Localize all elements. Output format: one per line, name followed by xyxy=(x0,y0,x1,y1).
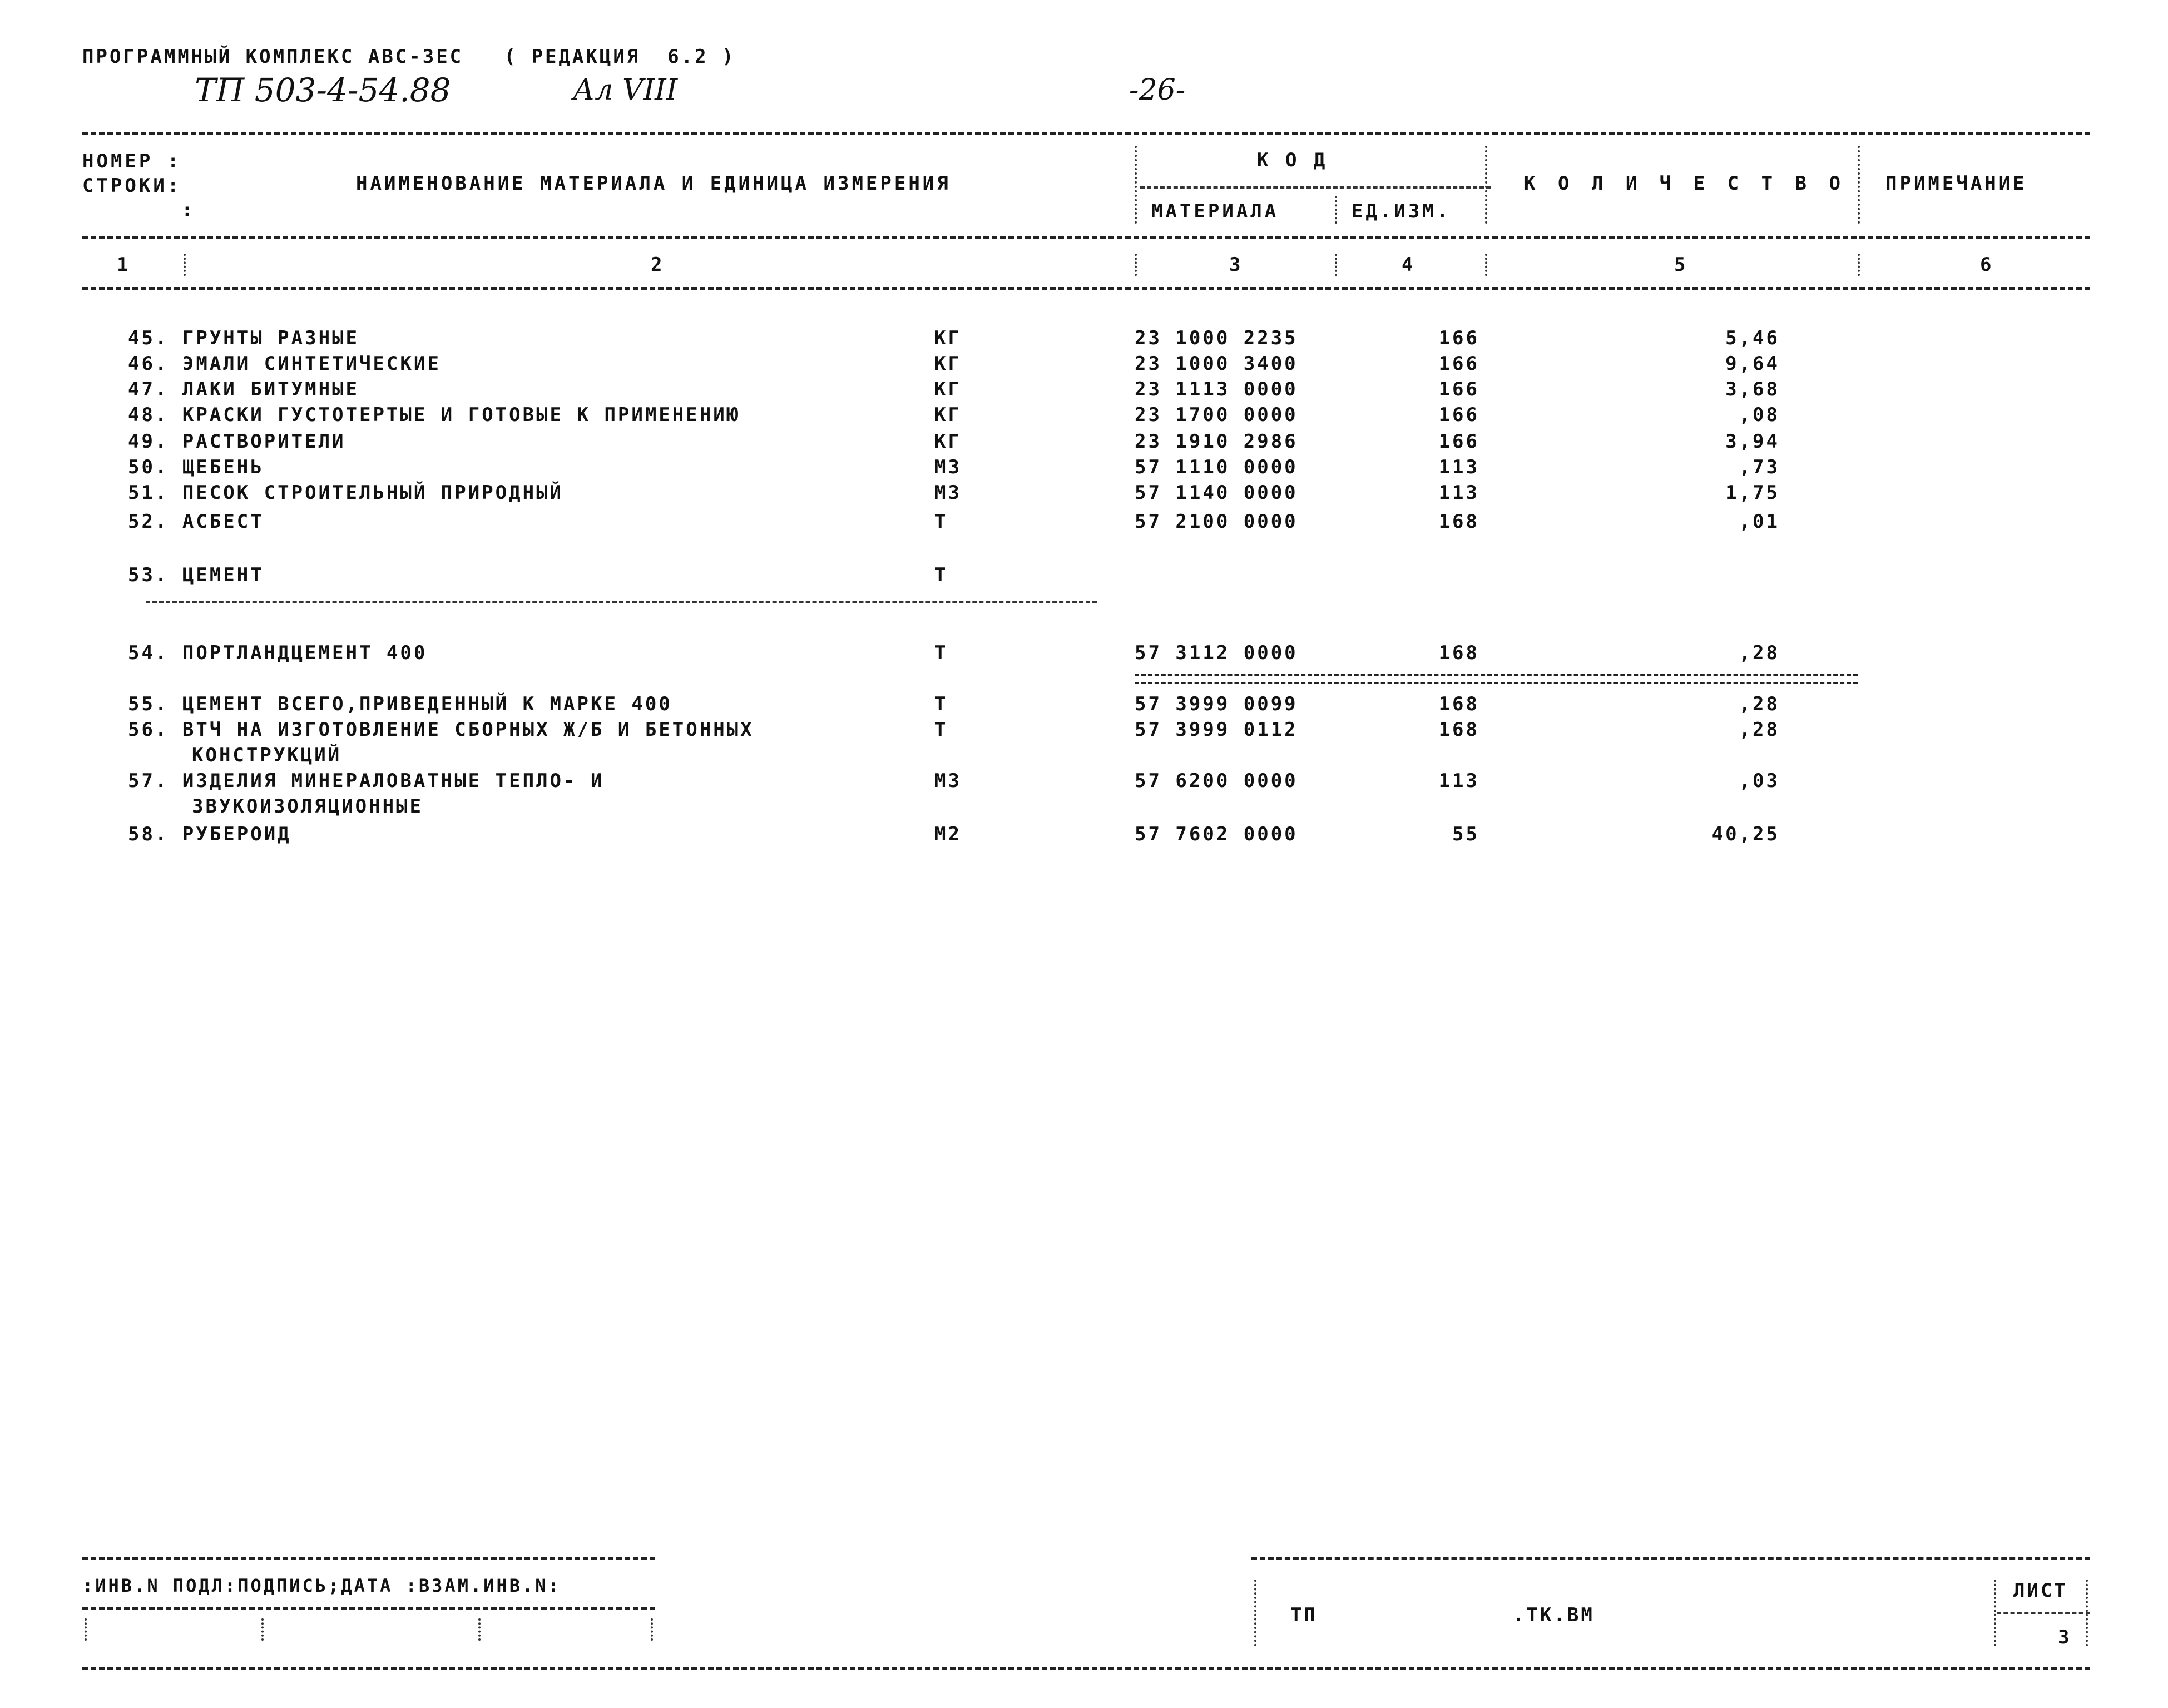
row-unit-code: 166 xyxy=(1438,353,1479,375)
row-unit-code: 166 xyxy=(1438,378,1479,400)
code-right-border xyxy=(1485,146,1487,224)
code-sub-rule xyxy=(1140,186,1491,189)
code-material-header: МАТЕРИАЛА xyxy=(1151,200,1279,222)
col-num-3: 3 xyxy=(1229,254,1244,276)
row-quantity: ,28 xyxy=(1739,719,1780,741)
row-material-code: 23 1910 2986 xyxy=(1135,430,1298,453)
page-bottom-rule xyxy=(82,1667,2090,1670)
table-top-rule xyxy=(82,132,2090,135)
group-name: 53. ЦЕМЕНТ xyxy=(128,564,264,586)
code-header: К О Д xyxy=(1257,149,1328,171)
quantity-right-border xyxy=(1858,146,1860,224)
row-unit-code: 168 xyxy=(1438,642,1479,664)
row-quantity: ,01 xyxy=(1739,511,1780,533)
row-unit: КГ xyxy=(934,404,962,426)
row-material-code: 57 6200 0000 xyxy=(1135,770,1298,792)
table-row xyxy=(0,378,2168,404)
row-unit-code: 166 xyxy=(1438,327,1479,349)
row-quantity: 3,94 xyxy=(1725,430,1780,453)
sheet-rule xyxy=(1997,1612,2090,1614)
row-material-code: 23 1113 0000 xyxy=(1135,378,1298,400)
stamp-sep xyxy=(651,1618,653,1641)
row-unit-code: 166 xyxy=(1438,430,1479,453)
row-unit: М3 xyxy=(934,482,962,504)
row-quantity: 3,68 xyxy=(1725,378,1780,400)
row-unit-code: 168 xyxy=(1438,693,1479,715)
subtotal-rule xyxy=(1135,674,1858,684)
table-row xyxy=(0,456,2168,482)
row-unit: Т xyxy=(934,693,948,715)
table-row xyxy=(0,327,2168,353)
sheet-right-border xyxy=(2086,1580,2088,1646)
row-unit: М2 xyxy=(934,823,962,845)
row-material-code: 57 7602 0000 xyxy=(1135,823,1298,845)
title-block-left-border xyxy=(1254,1580,1256,1646)
stamp-top-rule xyxy=(82,1557,655,1560)
table-row xyxy=(0,719,2168,744)
stamp-labels: :ИНВ.N ПОДЛ:ПОДПИСЬ;ДАТА :ВЗАМ.ИНВ.N: xyxy=(82,1575,561,1596)
row-unit-code: 166 xyxy=(1438,404,1479,426)
row-name: 54. ПОРТЛАНДЦЕМЕНТ 400 xyxy=(128,642,428,664)
stamp-mid-rule xyxy=(82,1607,655,1610)
stamp-sep xyxy=(261,1618,264,1641)
table-row xyxy=(0,693,2168,719)
row-quantity: ,08 xyxy=(1739,404,1780,426)
row-name: 48. КРАСКИ ГУСТОТЕРТЫЕ И ГОТОВЫЕ К ПРИМЕНЕНИЮ xyxy=(128,404,741,426)
row-unit-code: 168 xyxy=(1438,719,1479,741)
sheet-label: ЛИСТ xyxy=(2013,1580,2068,1602)
table-row xyxy=(0,642,2168,667)
group-unit: Т xyxy=(934,564,948,586)
row-name: 58. РУБЕРОИД xyxy=(128,823,291,845)
row-quantity: ,28 xyxy=(1739,693,1780,715)
row-unit: Т xyxy=(934,642,948,664)
row-name: 56. ВТЧ НА ИЗГОТОВЛЕНИЕ СБОРНЫХ Ж/Б И БЕТОННЫХ xyxy=(128,719,754,741)
project-code: ТП 503-4-54.88 xyxy=(195,71,451,109)
row-unit: КГ xyxy=(934,430,962,453)
row-unit-code: 168 xyxy=(1438,511,1479,533)
row-material-code: 23 1000 2235 xyxy=(1135,327,1298,349)
code-unit-header: ЕД.ИЗМ. xyxy=(1352,200,1451,222)
row-unit: КГ xyxy=(934,353,962,375)
col-sep-4 xyxy=(1485,254,1487,276)
sheet-left-border xyxy=(1994,1580,1996,1646)
doc-code: ТП xyxy=(1290,1604,1318,1626)
row-unit: М3 xyxy=(934,456,962,478)
row-name: 45. ГРУНТЫ РАЗНЫЕ xyxy=(128,327,359,349)
row-material-code: 23 1000 3400 xyxy=(1135,353,1298,375)
sheet-number: 3 xyxy=(2058,1626,2072,1648)
row-quantity: 5,46 xyxy=(1725,327,1780,349)
row-unit: М3 xyxy=(934,770,962,792)
page-number: -26- xyxy=(1129,73,1186,107)
row-material-code: 23 1700 0000 xyxy=(1135,404,1298,426)
row-name: 46. ЭМАЛИ СИНТЕТИЧЕСКИЕ xyxy=(128,353,441,375)
row-name-continuation: КОНСТРУКЦИЙ xyxy=(192,744,342,766)
row-material-code: 57 1110 0000 xyxy=(1135,456,1298,478)
name-header: НАИМЕНОВАНИЕ МАТЕРИАЛА И ЕДИНИЦА ИЗМЕРЕНИЯ xyxy=(356,172,951,195)
code-mid-border xyxy=(1335,196,1337,224)
row-quantity: ,28 xyxy=(1739,642,1780,664)
col-sep-1 xyxy=(184,254,186,276)
stamp-sep xyxy=(478,1618,481,1641)
row-material-code: 57 3999 0112 xyxy=(1135,719,1298,741)
row-unit: КГ xyxy=(934,327,962,349)
table-row xyxy=(0,430,2168,456)
row-name: 52. АСБЕСТ xyxy=(128,511,264,533)
row-unit-code: 113 xyxy=(1438,770,1479,792)
col-num-2: 2 xyxy=(651,254,665,276)
row-quantity: 9,64 xyxy=(1725,353,1780,375)
row-name: 55. ЦЕМЕНТ ВСЕГО,ПРИВЕДЕННЫЙ К МАРКЕ 400 xyxy=(128,693,672,715)
col-num-5: 5 xyxy=(1674,254,1689,276)
table-row xyxy=(0,511,2168,536)
title-block-top-rule xyxy=(1251,1557,2090,1560)
row-name-continuation: ЗВУКОИЗОЛЯЦИОННЫЕ xyxy=(192,795,423,818)
row-name: 49. РАСТВОРИТЕЛИ xyxy=(128,430,346,453)
row-unit: Т xyxy=(934,511,948,533)
row-name: 51. ПЕСОК СТРОИТЕЛЬНЫЙ ПРИРОДНЫЙ xyxy=(128,482,564,504)
table-row xyxy=(0,482,2168,507)
group-rule xyxy=(146,601,1097,603)
col-sep-2 xyxy=(1135,254,1137,276)
album-label: Ал VIII xyxy=(573,73,678,107)
table-row xyxy=(0,353,2168,378)
header-mid-rule xyxy=(82,236,2090,239)
row-material-code: 57 1140 0000 xyxy=(1135,482,1298,504)
row-unit-code: 113 xyxy=(1438,482,1479,504)
table-row xyxy=(0,823,2168,849)
row-material-code: 57 3112 0000 xyxy=(1135,642,1298,664)
table-row-continuation xyxy=(0,744,2168,770)
table-row xyxy=(0,770,2168,795)
stamp-sep xyxy=(85,1618,87,1641)
row-unit-code: 55 xyxy=(1452,823,1479,845)
table-row xyxy=(0,404,2168,429)
row-quantity: ,73 xyxy=(1739,456,1780,478)
quantity-header: К О Л И Ч Е С Т В О xyxy=(1524,172,1846,195)
row-quantity: 40,25 xyxy=(1711,823,1780,845)
col-num-4: 4 xyxy=(1402,254,1416,276)
row-quantity: 1,75 xyxy=(1725,482,1780,504)
col-num-6: 6 xyxy=(1980,254,1994,276)
program-title: ПРОГРАММНЫЙ КОМПЛЕКС АВС-3ЕС ( РЕДАКЦИЯ 6.2 ) xyxy=(82,46,736,68)
doc-suffix: .ТК.ВМ xyxy=(1513,1604,1595,1626)
note-header: ПРИМЕЧАНИЕ xyxy=(1885,172,2027,195)
code-left-border xyxy=(1135,146,1137,224)
row-unit-code: 113 xyxy=(1438,456,1479,478)
col-num-1: 1 xyxy=(117,254,131,276)
group-row xyxy=(0,564,2168,590)
row-material-code: 57 2100 0000 xyxy=(1135,511,1298,533)
row-name: 47. ЛАКИ БИТУМНЫЕ xyxy=(128,378,359,400)
col-sep-3 xyxy=(1335,254,1337,276)
col-sep-5 xyxy=(1858,254,1860,276)
row-number-header: НОМЕР : СТРОКИ: : xyxy=(82,150,196,221)
row-unit: КГ xyxy=(934,378,962,400)
row-name: 57. ИЗДЕЛИЯ МИНЕРАЛОВАТНЫЕ ТЕПЛО- И xyxy=(128,770,605,792)
row-material-code: 57 3999 0099 xyxy=(1135,693,1298,715)
row-name: 50. ЩЕБЕНЬ xyxy=(128,456,264,478)
header-bottom-rule xyxy=(82,287,2090,290)
row-quantity: ,03 xyxy=(1739,770,1780,792)
table-row-continuation xyxy=(0,795,2168,821)
row-unit: Т xyxy=(934,719,948,741)
